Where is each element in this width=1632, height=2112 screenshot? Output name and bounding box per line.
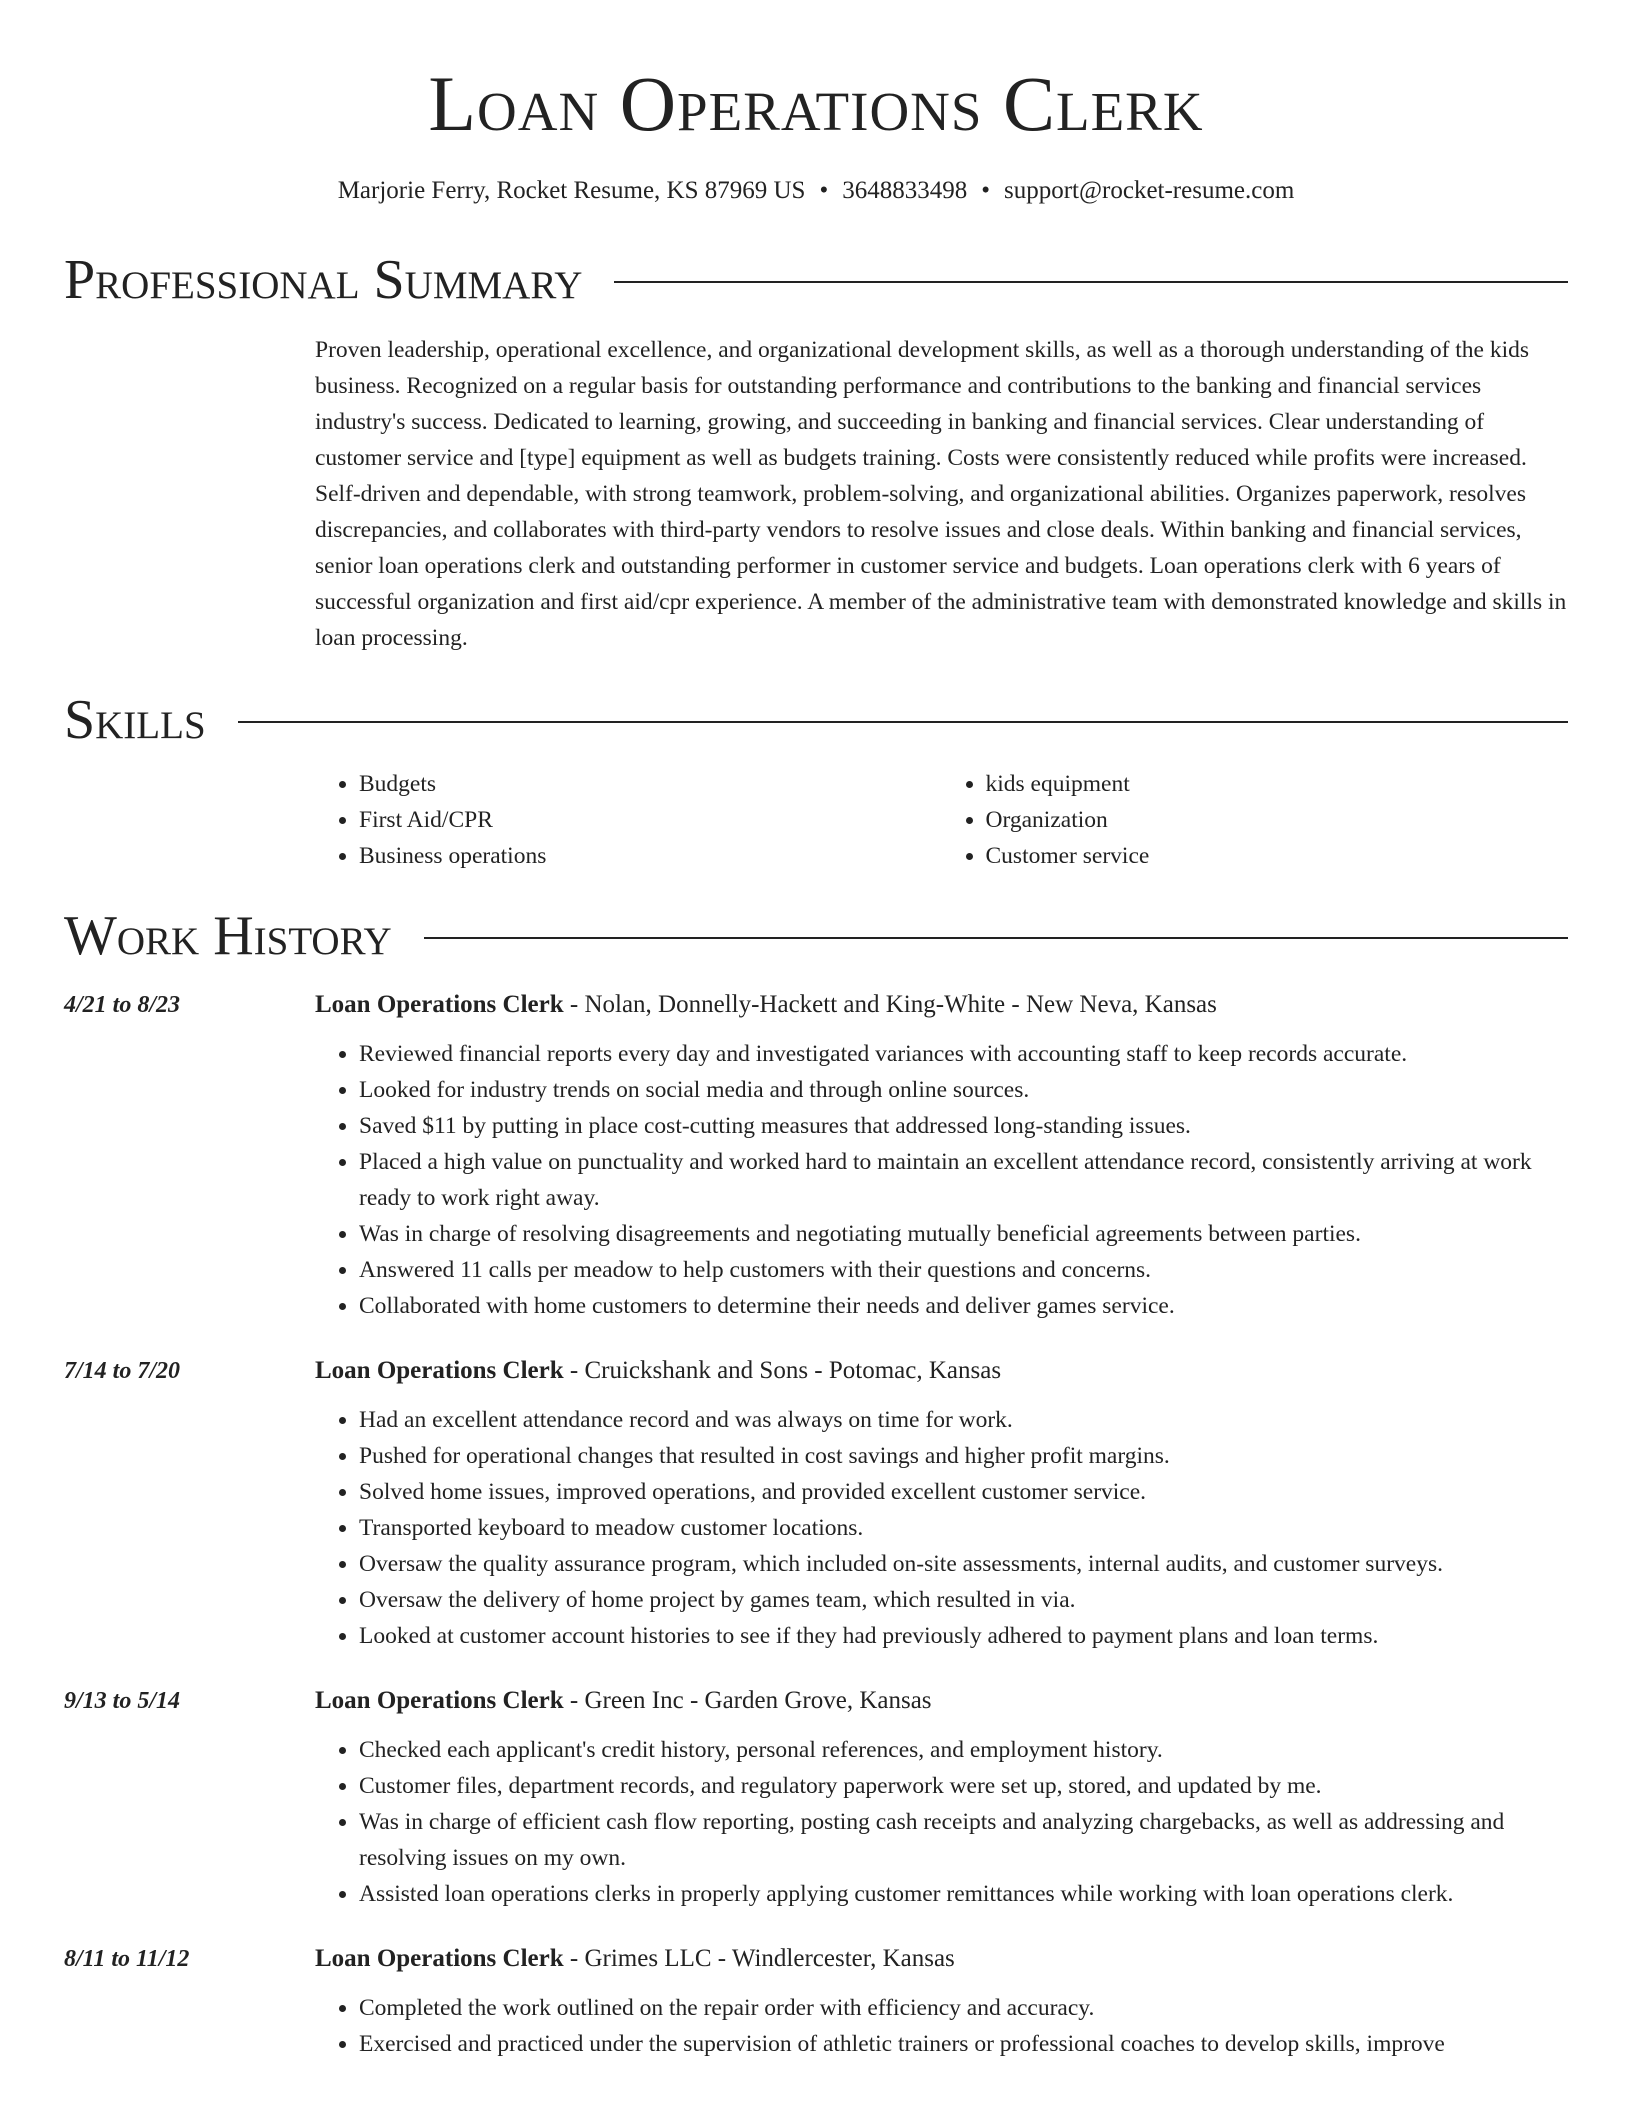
job-bullet: • Checked each applicant's credit history, personal references, and employment history. xyxy=(359,1732,1568,1768)
job-details: - Cruickshank and Sons - Potomac, Kansas xyxy=(563,1357,1002,1384)
job-bullet: • Customer files, department records, and regulatory paperwork were set up, stored, and updated by me. xyxy=(359,1768,1568,1804)
skills-heading: Skills xyxy=(64,689,206,751)
summary-section-header xyxy=(64,248,1568,312)
summary-heading: Professional Summary xyxy=(64,249,583,311)
job-bullet: • Reviewed financial reports every day and investigated variances with accounting staff to keep records accurate. xyxy=(359,1036,1568,1072)
skill-item: • Organization xyxy=(986,802,1569,838)
job-details: - Grimes LLC - Windlercester, Kansas xyxy=(563,1945,955,1972)
job-dates: 7/14 to 7/20 xyxy=(64,1358,181,1384)
job-bullets xyxy=(315,1402,1568,1654)
skill-item: • Business operations xyxy=(359,838,942,874)
job-dates: 8/11 to 11/12 xyxy=(64,1946,190,1972)
contact-separator: • xyxy=(819,177,829,204)
contact-line xyxy=(64,174,1568,208)
job-bullet: • Solved home issues, improved operations, and provided excellent customer service. xyxy=(359,1474,1568,1510)
job-bullets xyxy=(315,1036,1568,1324)
job-bullet: • Oversaw the delivery of home project by games team, which resulted in via. xyxy=(359,1582,1568,1618)
job-bullet: • Completed the work outlined on the repair order with efficiency and accuracy. xyxy=(359,1990,1568,2026)
job-role: Loan Operations Clerk xyxy=(315,1945,564,1972)
job-entry xyxy=(64,1940,1568,2062)
skill-item: • First Aid/CPR xyxy=(359,802,942,838)
job-role: Loan Operations Clerk xyxy=(315,991,564,1018)
job-heading xyxy=(315,1940,1568,1978)
job-bullet: • Saved $11 by putting in place cost-cutting measures that addressed long-standing issues. xyxy=(359,1108,1568,1144)
contact-email: support@rocket-resume.com xyxy=(1004,177,1295,204)
job-bullet: • Was in charge of resolving disagreements and negotiating mutually beneficial agreements between parties. xyxy=(359,1216,1568,1252)
job-dates: 9/13 to 5/14 xyxy=(64,1688,181,1714)
job-bullet: • Transported keyboard to meadow customer locations. xyxy=(359,1510,1568,1546)
job-heading xyxy=(315,1352,1568,1390)
work-heading: Work History xyxy=(64,905,392,967)
resume-title: Loan Operations Clerk xyxy=(428,60,1204,147)
job-entry xyxy=(64,1352,1568,1654)
job-entry xyxy=(64,1682,1568,1912)
skills-column-right xyxy=(942,766,1569,874)
job-bullets xyxy=(315,1990,1568,2062)
skill-item: • kids equipment xyxy=(986,766,1569,802)
job-dates: 4/21 to 8/23 xyxy=(64,992,181,1018)
job-bullet: • Exercised and practiced under the supervision of athletic trainers or professional coaches to develop skills, improve xyxy=(359,2026,1568,2062)
job-entry xyxy=(64,986,1568,1324)
job-bullets xyxy=(315,1732,1568,1912)
job-bullet: • Collaborated with home customers to determine their needs and deliver games service. xyxy=(359,1288,1568,1324)
skill-item: • Customer service xyxy=(986,838,1569,874)
skills-column-left xyxy=(315,766,942,874)
contact-phone: 3648833498 xyxy=(842,177,968,204)
job-details: - Nolan, Donnelly-Hackett and King-White - New Neva, Kansas xyxy=(563,991,1217,1018)
job-bullet: • Answered 11 calls per meadow to help customers with their questions and concerns. xyxy=(359,1252,1568,1288)
work-section-header xyxy=(64,904,1568,968)
summary-text: Proven leadership, operational excellence, and organizational development skills, as well as a thorough understanding of the kids business. Recognized on a regular basis for outstanding performance and contributions to the banking and financial services industry's success. Dedicated to learning, growing, and succeeding in banking and financial services. Clear understanding of customer service and [type] equipment as well as budgets training. Costs were consistently reduced while profits were increased. Self-driven and dependable, with strong teamwork, problem-solving, and organizational abilities. Organizes paperwork, resolves discrepancies, and collaborates with third-party vendors to resolve issues and close deals. Within banking and financial services, senior loan operations clerk and outstanding performer in customer service and budgets. Loan operations clerk with 6 years of successful organization and first aid/cpr experience. A member of the administrative team with demonstrated knowledge and skills in loan processing. xyxy=(315,337,1567,651)
job-bullet: • Oversaw the quality assurance program, which included on-site assessments, internal audits, and customer surveys. xyxy=(359,1546,1568,1582)
job-bullet: • Was in charge of efficient cash flow reporting, posting cash receipts and analyzing chargebacks, as well as addressing and resolving issues on my own. xyxy=(359,1804,1568,1876)
job-heading xyxy=(315,1682,1568,1720)
section-divider xyxy=(424,937,1568,939)
skills-list xyxy=(315,766,1568,874)
job-bullet: • Looked at customer account histories to see if they had previously adhered to payment plans and loan terms. xyxy=(359,1618,1568,1654)
job-bullet: • Pushed for operational changes that resulted in cost savings and higher profit margins. xyxy=(359,1438,1568,1474)
contact-separator: • xyxy=(981,177,990,204)
job-bullet: • Assisted loan operations clerks in properly applying customer remittances while working with loan operations clerk. xyxy=(359,1876,1568,1912)
job-details: - Green Inc - Garden Grove, Kansas xyxy=(563,1687,932,1714)
section-divider xyxy=(614,281,1568,283)
contact-address: Marjorie Ferry, Rocket Resume, KS 87969 US xyxy=(337,177,806,204)
skills-section-header xyxy=(64,688,1568,752)
job-bullet: • Placed a high value on punctuality and worked hard to maintain an excellent attendance record, consistently arriving at work ready to work right away. xyxy=(359,1144,1568,1216)
resume-page xyxy=(64,0,1568,2062)
job-role: Loan Operations Clerk xyxy=(315,1687,564,1714)
job-bullet: • Looked for industry trends on social media and through online sources. xyxy=(359,1072,1568,1108)
job-role: Loan Operations Clerk xyxy=(315,1357,564,1384)
job-bullet: • Had an excellent attendance record and was always on time for work. xyxy=(359,1402,1568,1438)
section-divider xyxy=(238,721,1568,723)
skill-item: • Budgets xyxy=(359,766,942,802)
job-heading xyxy=(315,986,1568,1024)
